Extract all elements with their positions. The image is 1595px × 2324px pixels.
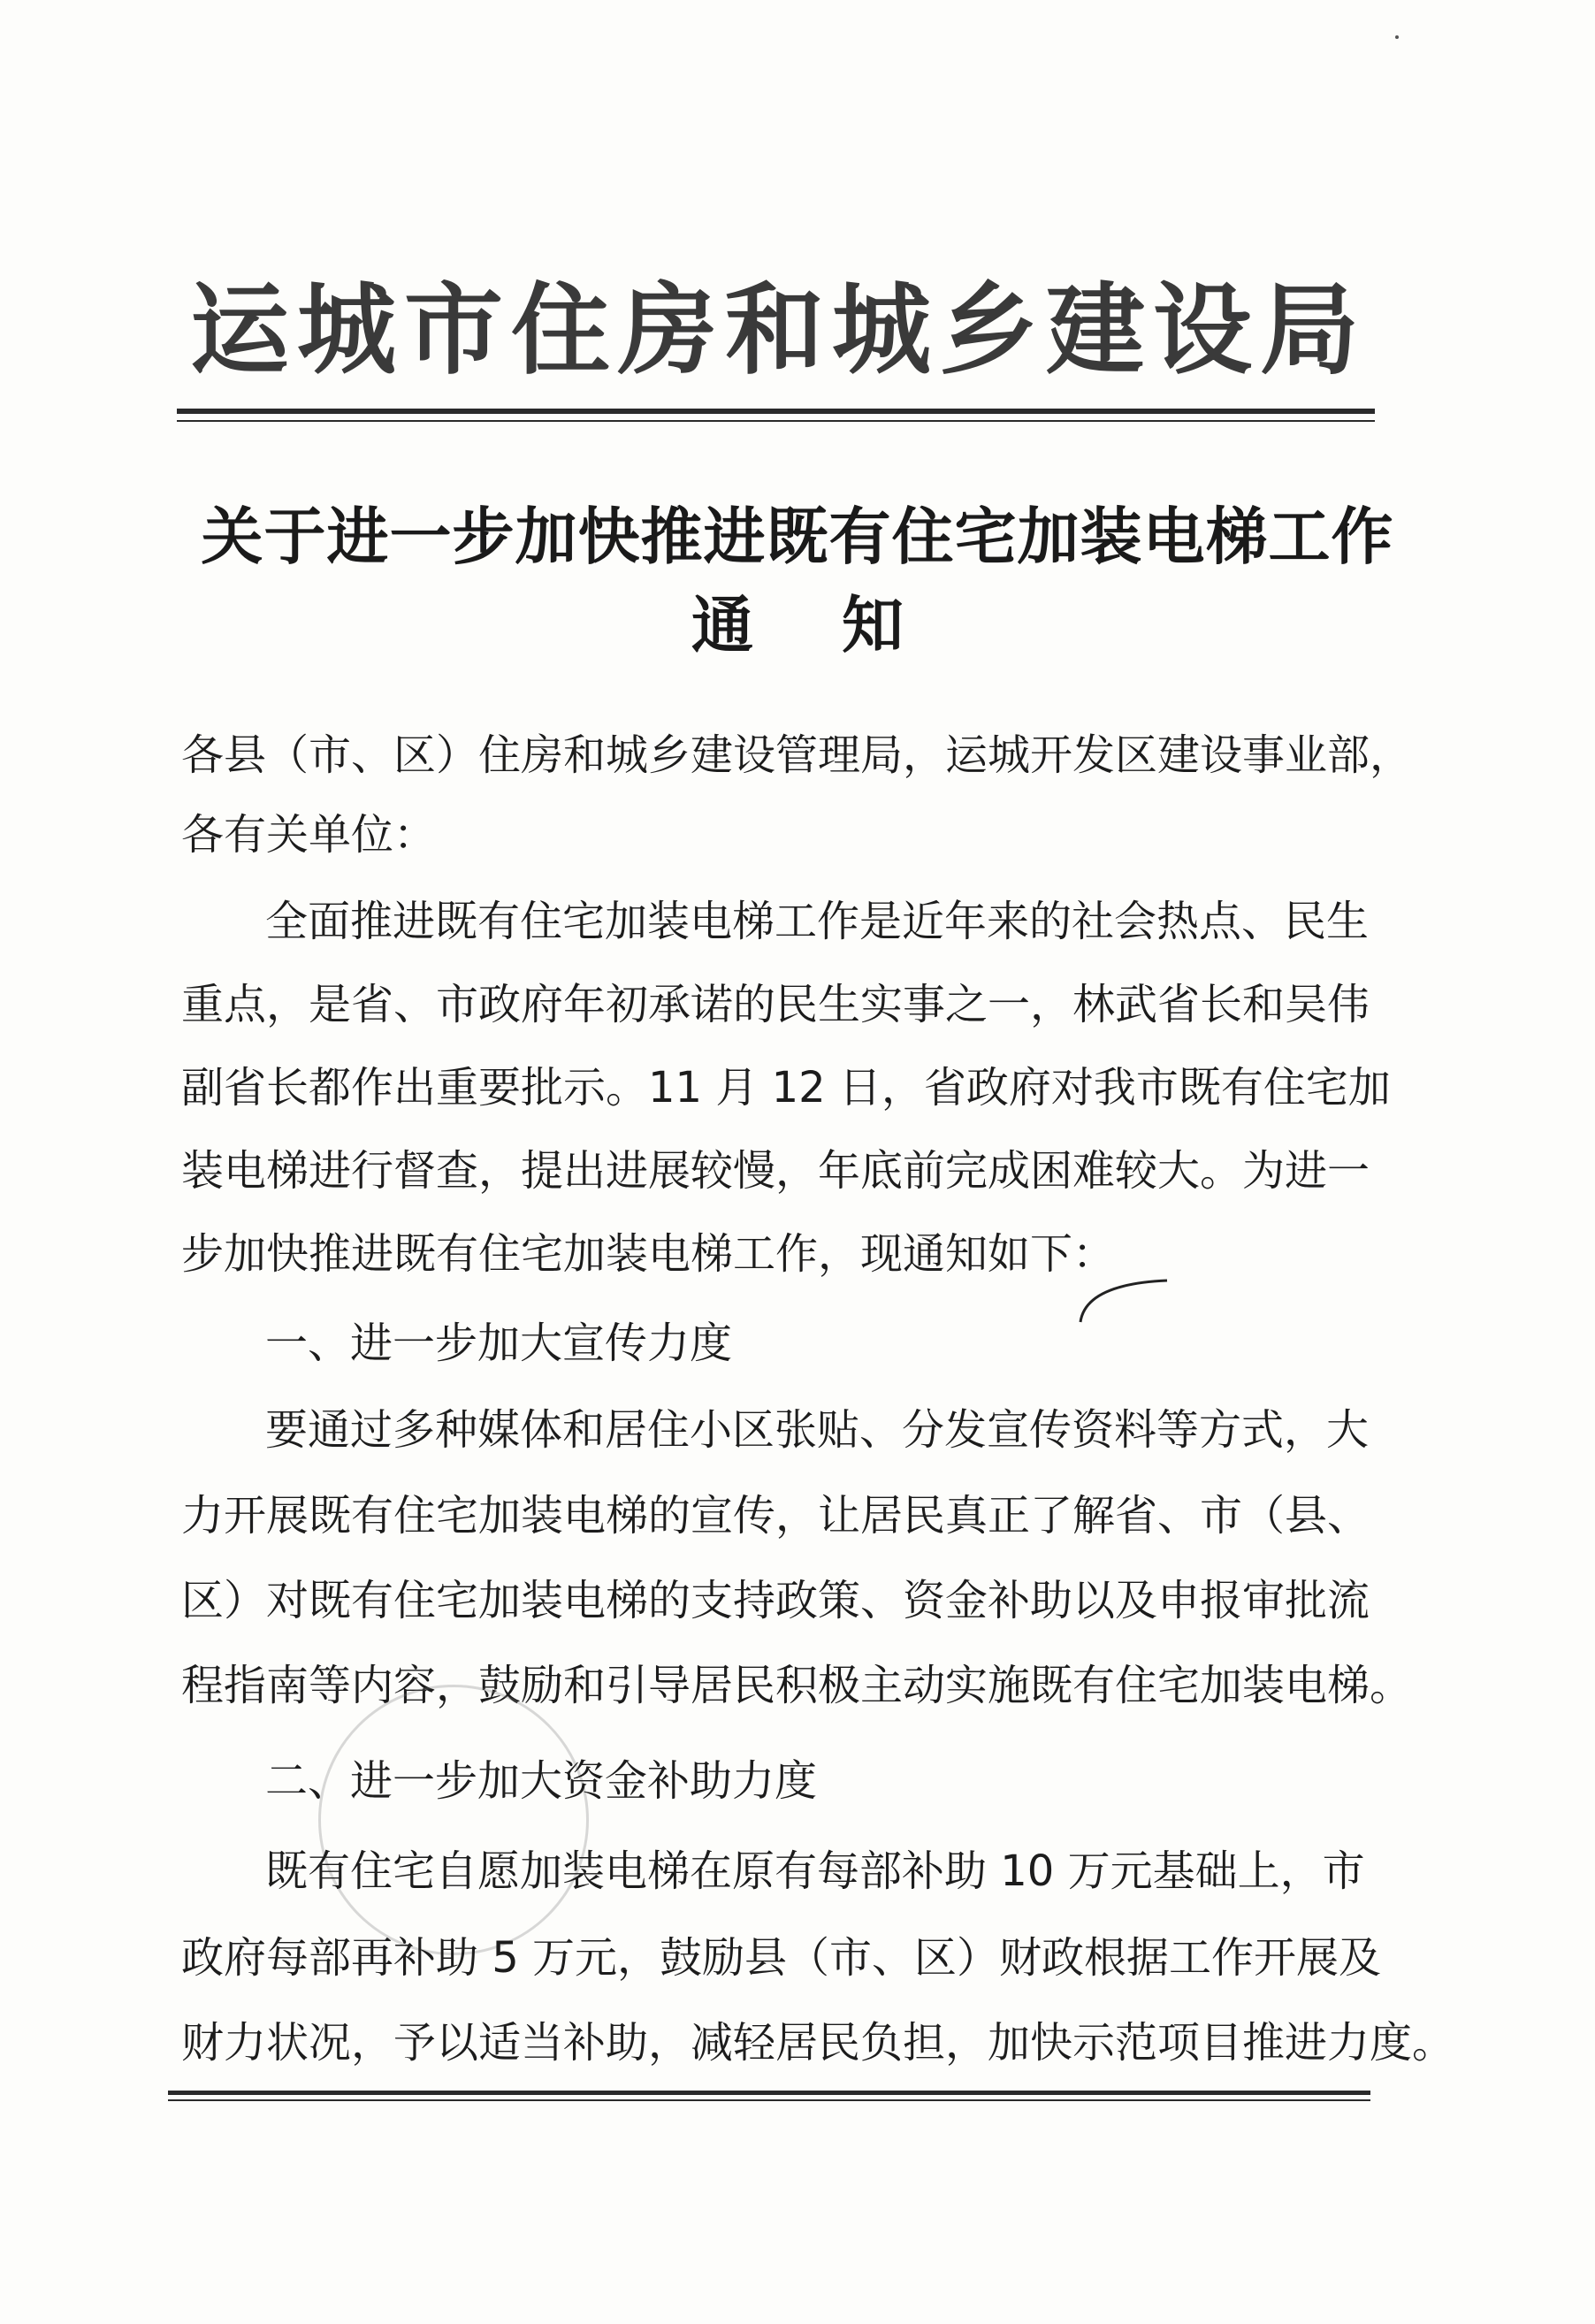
intro-line: 装电梯进行督查，提出进展较慢，年底前完成困难较大。为进一 <box>181 1146 1370 1196</box>
scan-speck <box>1395 35 1399 39</box>
footer-rule-thick <box>168 2091 1370 2095</box>
footer-rule-thin <box>168 2099 1370 2101</box>
section2-line: 政府每部再补助 5 万元，鼓励县（市、区）财政根据工作开展及 <box>181 1933 1382 1983</box>
pen-stroke-mark <box>1070 1273 1176 1335</box>
document-title-line1: 关于进一步加快推进既有住宅加装电梯工作 <box>201 500 1394 573</box>
intro-line: 全面推进既有住宅加装电梯工作是近年来的社会热点、民生 <box>265 897 1370 946</box>
section2-line: 财力状况，予以适当补助，减轻居民负担，加快示范项目推进力度。 <box>181 2018 1455 2068</box>
section1-heading: 一、进一步加大宣传力度 <box>265 1319 733 1368</box>
letterhead-rule-thick <box>177 409 1375 414</box>
section1-line: 力开展既有住宅加装电梯的宣传，让居民真正了解省、市（县、 <box>181 1491 1370 1540</box>
salutation-line1: 各县（市、区）住房和城乡建设管理局，运城开发区建设事业部， <box>181 730 1413 780</box>
letterhead-rule-thin <box>177 420 1375 422</box>
intro-line: 重点，是省、市政府年初承诺的民生实事之一，林武省长和吴伟 <box>181 980 1370 1029</box>
intro-line: 步加快推进既有住宅加装电梯工作，现通知如下： <box>181 1229 1116 1279</box>
faint-stamp <box>318 1685 589 1955</box>
document-title-line2: 通知 <box>691 588 992 661</box>
section1-line: 程指南等内容，鼓励和引导居民积极主动实施既有住宅加装电梯。 <box>181 1661 1413 1710</box>
section2-line: 既有住宅自愿加装电梯在原有每部补助 10 万元基础上，市 <box>265 1846 1365 1896</box>
section2-heading: 二、进一步加大资金补助力度 <box>265 1756 818 1806</box>
letterhead-org-name: 运城市住房和城乡建设局 <box>190 272 1367 388</box>
salutation-line2: 各有关单位： <box>181 810 437 860</box>
section1-line: 要通过多种媒体和居住小区张贴、分发宣传资料等方式，大 <box>265 1405 1370 1455</box>
section1-line: 区）对既有住宅加装电梯的支持政策、资金补助以及申报审批流 <box>181 1576 1370 1625</box>
intro-line: 副省长都作出重要批示。11 月 12 日，省政府对我市既有住宅加 <box>181 1063 1391 1112</box>
